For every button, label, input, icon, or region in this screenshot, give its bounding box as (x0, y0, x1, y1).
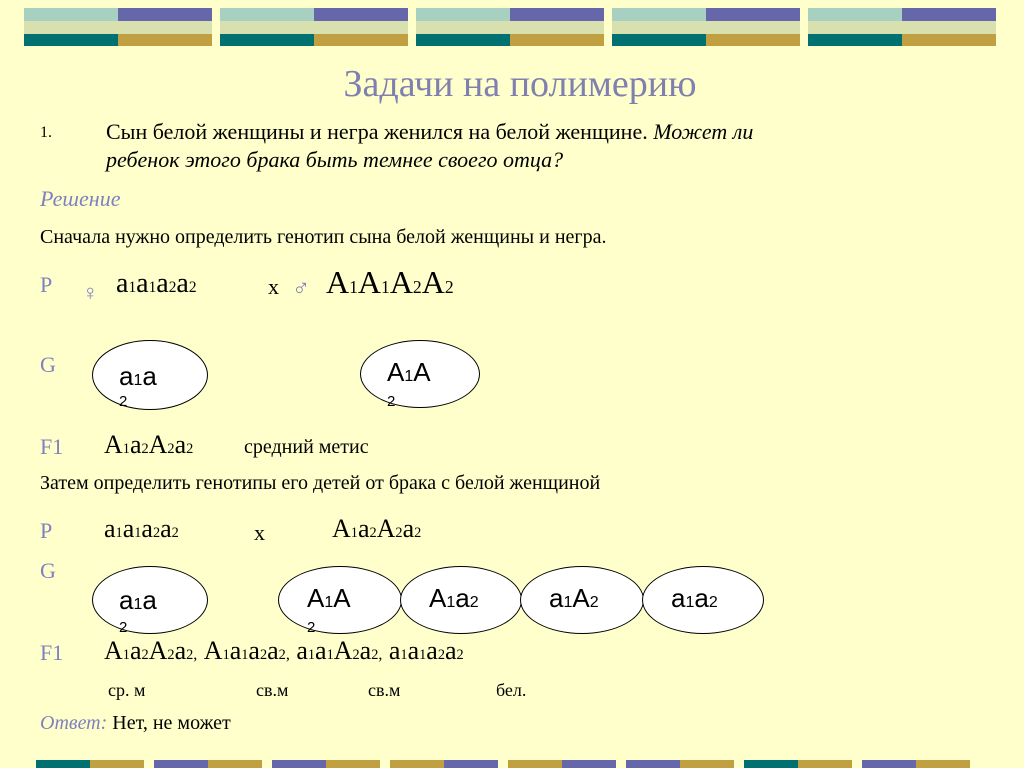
answer-label: Ответ: (40, 712, 108, 734)
decor-tile (24, 8, 212, 46)
decor-tile (626, 760, 734, 768)
offspring-phenotype: ср. м (108, 680, 146, 700)
gamete-oval (278, 566, 402, 634)
p-label: P (40, 272, 53, 297)
decor-tile (862, 760, 970, 768)
f1-genotype: А1а2А2а2 (104, 430, 194, 459)
problem-line1: Сын белой женщины и негра женился на белой женщине. (106, 119, 648, 144)
offspring-phenotype: св.м (368, 680, 401, 700)
gamete-index: 2 (387, 393, 396, 410)
decor-tile (220, 8, 408, 46)
step1-text: Сначала нужно определить генотип сына белой женщины и негра. (40, 226, 607, 248)
answer (40, 712, 231, 735)
step2-text: Затем определить генотипы его детей от брака с белой женщиной (40, 472, 601, 494)
offspring-genotype: а1а1А2а2, (296, 636, 383, 665)
gamete-oval (92, 340, 208, 410)
g-label: G (40, 352, 56, 377)
female-symbol-icon: ♀ (82, 280, 99, 305)
p2-label: P (40, 518, 53, 543)
female-genotype: а1а1а2а2 (116, 268, 197, 299)
solution-label: Решение (40, 186, 121, 211)
offspring-genotypes (104, 636, 464, 666)
gamete-text: а1а (119, 585, 157, 615)
gamete-text: а1А2 (549, 583, 599, 613)
offspring-genotype: А1а2А2а2, (104, 636, 198, 665)
answer-text: Нет, не может (112, 712, 231, 734)
problem-question-end: ребенок этого брака быть темнее своего отца? (106, 147, 564, 172)
decor-tile (744, 760, 852, 768)
male-genotype: А1А1А2А2 (326, 264, 454, 300)
decor-tile (808, 8, 996, 46)
gamete-text: а1а (119, 361, 157, 391)
cross-symbol: х (268, 274, 279, 299)
cross2-symbol: х (254, 520, 265, 545)
gamete-text: А1А (387, 357, 431, 387)
decor-tile (416, 8, 604, 46)
decor-tile (154, 760, 262, 768)
f1-2-label: F1 (40, 640, 64, 665)
gamete-index: 2 (119, 393, 128, 410)
male-symbol-icon: ♂ (292, 276, 310, 302)
gamete-index: 2 (307, 619, 316, 636)
gamete-oval (92, 566, 208, 634)
decor-tile (390, 760, 498, 768)
decor-tile (272, 760, 380, 768)
decor-tile (508, 760, 616, 768)
problem-number: 1. (40, 124, 52, 141)
gamete-oval (520, 566, 644, 634)
gamete-oval (400, 566, 522, 634)
gamete-oval (642, 566, 764, 634)
f1-phenotype: средний метис (244, 436, 369, 458)
gamete-text: а1а2 (671, 583, 718, 613)
gamete-text: А1А (307, 583, 351, 613)
offspring-phenotype: бел. (496, 680, 527, 700)
problem-text (106, 118, 986, 174)
g2-label: G (40, 558, 56, 583)
offspring-genotype: А1а1а2а2, (203, 636, 290, 665)
p2-left-genotype: а1а1а2а2 (104, 514, 179, 543)
offspring-genotype: а1а1а2а2 (388, 636, 464, 665)
offspring-phenotype: св.м (256, 680, 289, 700)
gamete-index: 2 (119, 619, 128, 636)
f1-label: F1 (40, 434, 64, 459)
page-title: Задачи на полимерию (343, 63, 697, 105)
gamete-oval (360, 340, 480, 408)
problem-question-start: Может ли (653, 119, 754, 144)
decor-tile (36, 760, 144, 768)
gamete-text: А1а2 (429, 583, 479, 613)
decor-tile (612, 8, 800, 46)
p2-right-genotype: А1а2А2а2 (332, 514, 422, 543)
